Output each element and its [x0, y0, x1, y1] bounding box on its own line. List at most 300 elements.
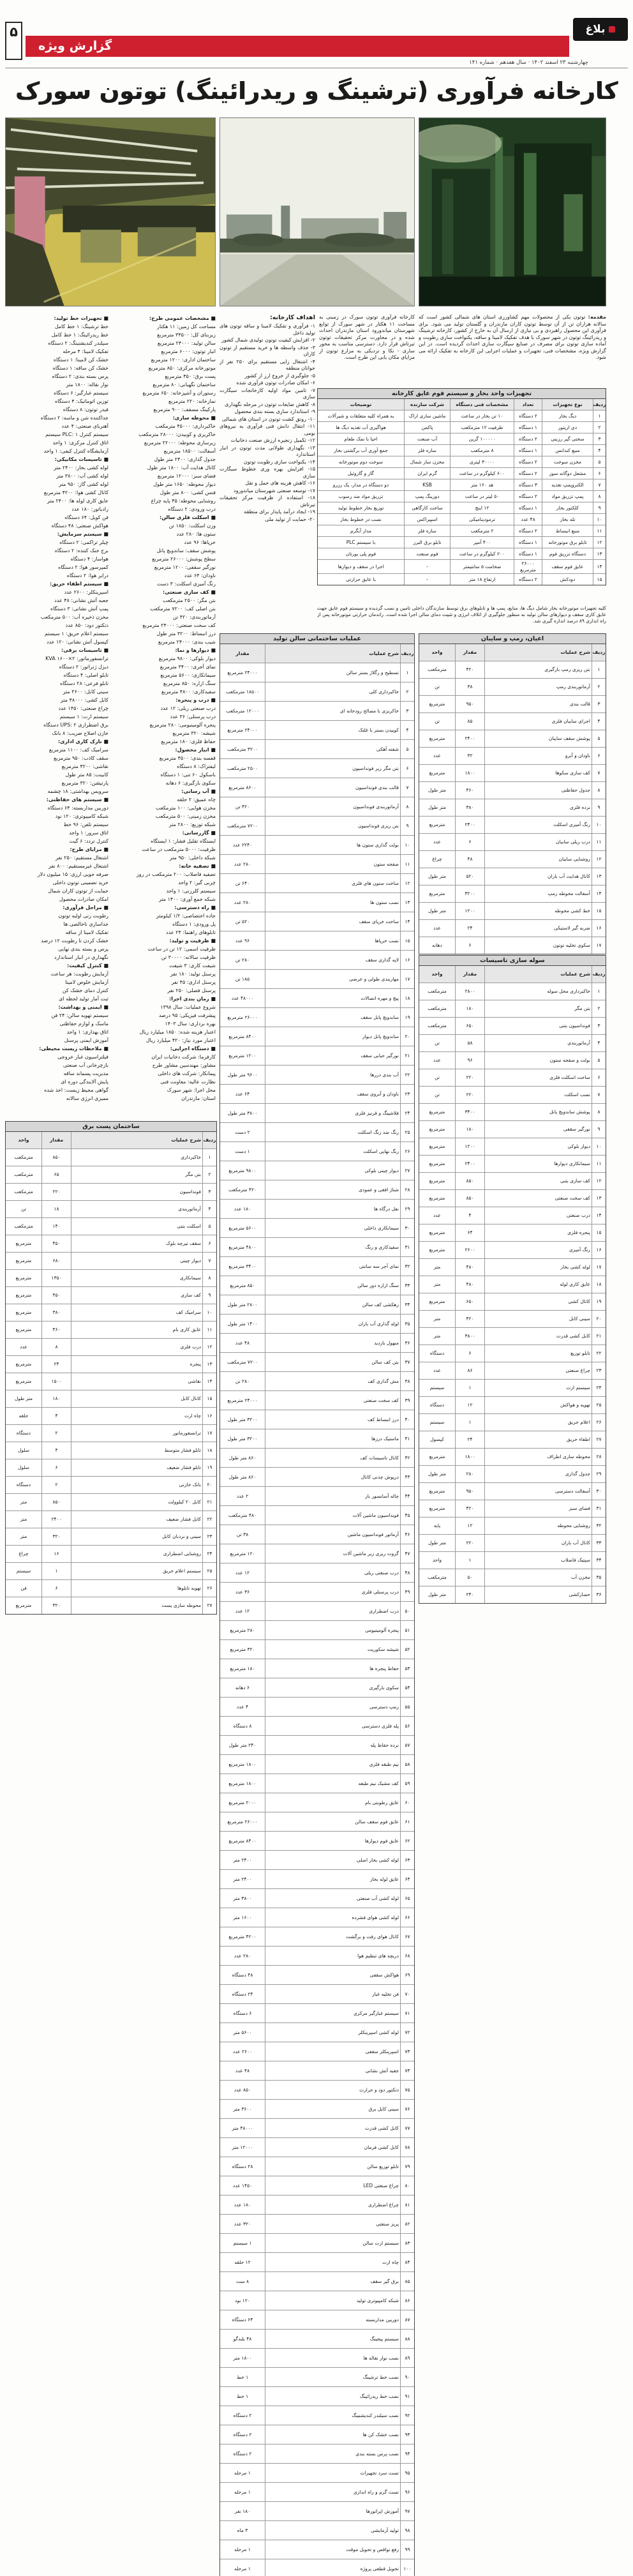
spec-text: مساحت کل زمین: ۱۱ هکتار — [156, 324, 216, 329]
cell-quantity: ۲ عدد — [236, 1493, 249, 1499]
cell-row-no: ۷ — [592, 765, 606, 781]
spec-text: ماسک و لوازم حفاظتی — [59, 1021, 108, 1027]
table-row — [220, 1180, 414, 1199]
cell-row-no: ۲۵ — [202, 1563, 216, 1579]
spec-text: چربی گیر: ۲ واحد — [178, 880, 216, 885]
spec-line — [114, 546, 216, 555]
intro-lead: مقدمه: — [588, 314, 606, 320]
cell-quantity: ۱۴۰۰ متر طول — [227, 1320, 258, 1327]
cell-equipment-type: تابلو برق موتورخانه — [542, 537, 593, 548]
cell-unit: متر طول — [428, 804, 447, 811]
cell-operation: سیمانکاری — [71, 1270, 202, 1286]
spec-line — [114, 729, 216, 737]
cell-row-no: ۶ — [592, 748, 606, 764]
spec-line — [5, 629, 108, 638]
spec-line — [114, 463, 216, 472]
spec-line — [114, 372, 216, 380]
cell-operation: قالب بندی فونداسیون — [265, 778, 400, 797]
cell-row-no: ۱۲ — [592, 851, 606, 868]
spec-line — [5, 712, 108, 721]
table-row — [220, 2386, 414, 2406]
spec-text: لوله کشی بخار: ۲۴۰۰ متر — [54, 465, 108, 471]
cell-quantity: ۸۵۰ مترمربع — [230, 1282, 255, 1288]
cell-operation: کف سازی — [71, 1287, 202, 1304]
cell-row-no: ۱۴ — [592, 1207, 606, 1224]
cell-quantity: ۸۵۰ — [455, 1190, 484, 1207]
cell-row-no: ۶۱ — [400, 1812, 414, 1831]
cell-row-no: ۵ — [400, 740, 414, 758]
cell-quantity: ۸۴۰۰ مترمربع — [228, 1837, 257, 1844]
spec-line — [5, 530, 108, 538]
cell-operation: تسطیح و رگلاژ بستر سالن — [265, 663, 400, 682]
cell-row-no: ۱۳ — [592, 868, 606, 885]
spec-text: مدیریت پسماند ساقه — [63, 1071, 108, 1076]
cell-operation: فونداسیون — [71, 1184, 202, 1200]
table-row — [220, 969, 414, 988]
cell-row-no: ۱ — [202, 1149, 216, 1166]
cell-operation: فونداسیون ماشین آلات — [265, 1506, 400, 1525]
cell-unit: سیستم — [429, 1385, 445, 1391]
cell-operation: درب اضطراری — [265, 1602, 400, 1620]
cell-operation: سپتیک فاضلاب — [484, 1552, 592, 1569]
cell-quantity: ۲۲۰ — [455, 1069, 484, 1086]
table-row — [419, 1327, 606, 1344]
spec-line — [5, 322, 108, 331]
spec-line — [5, 1028, 108, 1036]
cell-operation: خاکبرداری کلی — [265, 682, 400, 701]
cell-row-no: ۲۸ — [400, 1180, 414, 1199]
table-row — [318, 456, 606, 467]
cell-quantity: ۱ مرحله — [234, 2565, 251, 2572]
cell-row-no: ۷ — [592, 1087, 606, 1103]
table-row — [220, 1199, 414, 1218]
cell-row-no: ۶۲ — [400, 1832, 414, 1850]
cell-row-no: ۱۲ — [400, 874, 414, 893]
spec-line — [5, 970, 108, 978]
table-row — [419, 1310, 606, 1327]
cell-row-no: ۹۵ — [400, 2464, 414, 2482]
cell-quantity: ۹۶۰۰ متر طول — [227, 1071, 258, 1078]
cell-operation: چاه ارت — [265, 2253, 400, 2271]
table-row — [220, 1965, 414, 1984]
cell-unit: عدد — [433, 1212, 441, 1219]
spec-group-head: ■ درب و پنجره: — [175, 697, 216, 703]
spec-text: ساختمان اداری: ۱۲۰۰ مترمربع — [151, 357, 216, 363]
cell-count: ۳ دستگاه — [514, 479, 542, 490]
utility-shed-table — [419, 955, 606, 1604]
goal-item: ۱۴- یکنواخت سازی رطوبت توتون — [243, 458, 315, 465]
cell-quantity: ۴۸۰۰۰ متر — [232, 2125, 253, 2131]
cell-unit: دستگاه — [16, 1482, 31, 1488]
cell-operation: گروت ریزی زیر ماشین آلات — [265, 1544, 400, 1563]
spec-line — [114, 829, 216, 837]
cell-operation: جدول حفاظتی — [484, 782, 592, 799]
spec-text: دیوار بلوکی: ۹۸۰۰ مترمربع — [158, 656, 216, 661]
cell-row-no: ۶ — [593, 468, 606, 479]
spec-group-head: ■ کف سازی صنعتی: — [163, 589, 216, 595]
spec-text: سیستم تلفن: ۹۶ خط — [63, 822, 108, 827]
goal-item: ۸- کاهش ضایعات توتون در مرحله نگهداری — [225, 401, 315, 407]
spec-line — [5, 854, 108, 862]
table-row — [318, 502, 606, 513]
spec-text: کارفرما: شرکت دخانیات ایران — [151, 1054, 216, 1060]
section-banner-label: گزارش ویژه — [38, 39, 112, 53]
table-row — [220, 2195, 414, 2214]
cell-row-no: ۵۶ — [400, 1717, 414, 1735]
spec-line — [114, 795, 216, 804]
cell-unit: دستگاه — [429, 1350, 445, 1357]
spec-line — [5, 679, 108, 688]
cell-operation: تهویه و هواکش — [484, 1397, 592, 1413]
cell-row-no: ۴۱ — [400, 1429, 414, 1448]
cell-quantity: ۹۵۰ — [455, 696, 484, 712]
cell-count: ۲۶۰۰۰ مترمربع — [514, 560, 542, 573]
cell-unit: مترمربع — [429, 1454, 445, 1460]
spec-line — [114, 887, 216, 895]
cell-quantity: ۴۸ عدد — [235, 2067, 250, 2074]
spec-line — [5, 347, 108, 356]
cell-quantity: ۲۵۰۰ مترمکعب — [227, 765, 258, 771]
cell-spec: ۵۰ لیتر در ساعت — [450, 491, 514, 502]
cell-quantity: ۲ — [41, 1477, 71, 1493]
table-row — [220, 1448, 414, 1467]
cell-equipment-type: دیگ بخار — [542, 411, 593, 421]
table-row — [419, 1017, 606, 1034]
spec-text: پوشش سقف: ساندویچ پانل — [156, 548, 216, 554]
cell-row-no: ۷۹ — [400, 2157, 414, 2176]
spec-line — [5, 671, 108, 679]
spec-line — [5, 455, 108, 463]
cell-operation: سقف تیرچه بلوک — [71, 1235, 202, 1252]
cell-row-no: ۱۶ — [592, 1242, 606, 1258]
table-row — [6, 1304, 216, 1321]
cell-operation: خط کشی محوطه — [484, 903, 592, 919]
cell-unit: متر طول — [428, 908, 447, 914]
table-row — [220, 2367, 414, 2386]
cell-row-no: ۳۰ — [400, 1219, 414, 1237]
spec-line — [114, 638, 216, 646]
cell-quantity: ۳ ماه — [237, 2527, 248, 2533]
table-row — [318, 559, 606, 573]
table-row — [6, 1407, 216, 1424]
spec-line — [114, 596, 216, 605]
cell-operation: سرامیک کف — [71, 1304, 202, 1321]
cell-operation: بتن مگر — [484, 1000, 592, 1017]
cell-row-no: ۲۳ — [592, 1362, 606, 1379]
cell-row-no: ۳ — [202, 1184, 216, 1200]
cell-operation: شبکه کامپیوتری تولید — [265, 2291, 400, 2310]
spec-line — [114, 1069, 216, 1078]
spec-line — [5, 1078, 108, 1086]
cell-row-no: ۱۷ — [202, 1425, 216, 1442]
spec-text: سیستم تهویه سالن: ۲۴ فن — [51, 1013, 108, 1018]
cell-operation: دریچه های تنظیم هوا — [265, 1947, 400, 1965]
table-row — [220, 1582, 414, 1601]
cell-unit: مترمربع — [429, 1488, 445, 1495]
spec-text: پارکینگ مسقف: ۹۰۰ مترمربع — [153, 407, 216, 412]
spec-line — [114, 1028, 216, 1036]
cell-operation: سیستم پیجینگ — [265, 2330, 400, 2348]
table-row — [6, 1183, 216, 1200]
spec-text: اشتغال غیرمستقیم: ۸۰۰ نفر — [48, 863, 108, 869]
cell-row-no: ۴۸ — [400, 1563, 414, 1582]
cell-operation: کف سازی سکوها — [484, 765, 592, 781]
spec-text: تفکیک لامینا از ساقه — [65, 930, 108, 935]
table-row — [220, 2003, 414, 2022]
cell-operation: دیوار چینی — [71, 1253, 202, 1269]
cell-row-no: ۱۸ — [202, 1442, 216, 1459]
cell-count: ۱ دستگاه — [514, 548, 542, 559]
spec-line — [5, 356, 108, 364]
spec-line — [5, 795, 108, 804]
cell-operation: نصب خشک کن ها — [265, 2425, 400, 2444]
cell-operation: عایق کاری بام — [71, 1322, 202, 1338]
spec-text: خرپاها: ۹۶ عدد — [184, 539, 216, 545]
table-row — [220, 2271, 414, 2291]
goal-item: ۱- فرآوری و تفکیک لامینا و ساقه توتون های تولید داخل — [220, 323, 315, 336]
table-row — [419, 1172, 606, 1189]
cell-row-no: ۱۵ — [400, 931, 414, 950]
table-row — [220, 2214, 414, 2233]
cell-unit: متر — [433, 1333, 441, 1339]
spec-line — [114, 862, 216, 870]
spec-line — [114, 712, 216, 721]
spec-text: نورگیر سقفی: ۱۲۰۰ مترمربع — [154, 564, 216, 570]
table-row — [220, 1659, 414, 1678]
spec-line — [5, 447, 108, 455]
cell-count: ۴۸ عدد — [514, 514, 542, 525]
cell-quantity: ۹۵۰ — [455, 1483, 484, 1500]
table-row — [220, 1927, 414, 1946]
cell-row-no: ۲۳ — [202, 1528, 216, 1545]
cell-operation: ساندویچ پانل سقف — [265, 1008, 400, 1027]
cell-unit: متر طول — [428, 1471, 447, 1477]
spec-text: نظارت عالیه: معاونت فنی — [160, 1079, 216, 1085]
spec-line — [5, 331, 108, 339]
spec-line — [5, 538, 108, 546]
table-row — [419, 661, 606, 678]
cell-quantity: ۴ — [455, 1207, 484, 1224]
spec-line — [5, 638, 108, 646]
spec-text: فنس کشی: ۸۰۰ متر طول — [160, 490, 216, 495]
cell-quantity: ۶ دهانه — [235, 1684, 250, 1691]
cell-unit: مترمربع — [429, 1505, 445, 1512]
spec-line — [5, 439, 108, 447]
table-row — [220, 835, 414, 854]
cell-unit: سلول — [17, 1465, 30, 1471]
cell-quantity: ۲۴۰۰۰ مترمربع — [227, 669, 258, 675]
cell-notes: با سیستم PLC — [346, 539, 376, 545]
table-row — [220, 2559, 414, 2576]
spec-text: حمایت از توتون کاران شمال — [48, 888, 108, 894]
spec-line — [5, 654, 108, 663]
spec-text: تفکیک لامینا: ۴ مرحله — [63, 349, 108, 354]
cell-quantity: ۵۶۰۰ متر — [233, 2029, 252, 2035]
spec-text: پیمانکار: شرکت های داخلی — [158, 1071, 216, 1076]
spec-text: اتاق سرور: ۱ واحد — [69, 830, 108, 836]
cell-operation: فن تخلیه غبار — [265, 1985, 400, 2003]
cell-maker: آب صنعت — [404, 433, 450, 444]
cell-unit: سلول — [17, 1447, 30, 1454]
cell-quantity: ۱۸۰۰ — [455, 1449, 484, 1465]
table-row — [220, 778, 414, 797]
cell-operation: سیستم ارت — [484, 1380, 592, 1396]
cell-row-no: ۳۱ — [400, 1238, 414, 1256]
spec-text: رادیاتور: ۱۸۰ عدد — [71, 506, 108, 512]
cell-operation: کانال کشی — [484, 1293, 592, 1310]
cell-quantity: ۱۲ حلقه — [234, 2259, 251, 2265]
cell-row-no: ۸ — [592, 782, 606, 799]
cell-operation: دتکتور دود و حرارت — [265, 2081, 400, 2099]
cell-quantity: ۳۲۰۰ مترمکعب — [227, 746, 258, 752]
table-row — [220, 1793, 414, 1812]
spec-line — [5, 1069, 108, 1078]
cell-quantity: ۱۲ عدد — [235, 1569, 250, 1576]
cell-row-no: ۲۰ — [202, 1477, 216, 1493]
spec-line — [5, 546, 108, 555]
spec-group-head: ■ محوطه سازی: — [172, 415, 216, 421]
cell-operation: کانال هدایت آب باران — [484, 868, 592, 885]
spec-line — [114, 854, 216, 862]
spec-line — [5, 580, 108, 588]
spec-line — [5, 513, 108, 522]
cell-row-no: ۱۱ — [592, 834, 606, 850]
spec-line — [5, 746, 108, 754]
table-row — [6, 1528, 216, 1545]
cell-quantity: ۳۲۰۰ متر طول — [227, 1435, 258, 1442]
cell-unit: تن — [435, 684, 440, 690]
spec-text: ساختمان نگهبانی: ۸۰ مترمربع — [153, 382, 216, 388]
table-row — [419, 764, 606, 781]
table-row — [220, 739, 414, 758]
table-row — [419, 1448, 606, 1465]
cell-row-no: ۸ — [400, 797, 414, 816]
table-row — [318, 536, 606, 548]
cell-row-no: ۴۳ — [400, 1468, 414, 1486]
processing-machinery-image — [419, 118, 606, 306]
cell-notes: احیا با نمک طعام — [344, 435, 378, 442]
cell-operation: سینی و نردبان کابل — [71, 1528, 202, 1545]
cell-spec: ۱۰ تن بخار در ساعت — [450, 411, 514, 421]
spec-line — [5, 862, 108, 870]
spec-text: نقاشی: ۴۲۰۰ مترمربع — [61, 764, 108, 769]
cell-row-no: ۶۸ — [400, 1947, 414, 1965]
cell-quantity: ۳۶ عدد — [235, 1588, 250, 1595]
cell-row-no: ۱۰۰ — [400, 2559, 414, 2576]
table-row — [419, 781, 606, 799]
cell-row-no: ۱ — [593, 411, 606, 421]
cell-operation: سنگ ازاره دور سالن — [265, 1276, 400, 1295]
table-row — [419, 1258, 606, 1276]
spec-text: چراغ صنعتی: ۱۴۵۰ عدد — [58, 705, 108, 711]
table-row — [318, 490, 606, 502]
spec-line — [114, 1011, 216, 1020]
cell-equipment-type: الکتروپمپ تغذیه — [542, 479, 593, 490]
cell-equipment-type: سختی گیر رزینی — [542, 433, 593, 444]
table-row — [419, 730, 606, 747]
cell-row-no: ۱۳ — [592, 1190, 606, 1207]
cell-unit: دستگاه — [429, 1402, 445, 1408]
table-row — [6, 1373, 216, 1390]
cell-unit: فن — [20, 1585, 27, 1592]
table-row — [6, 1562, 216, 1579]
spec-group-head: ■ زمان بندی اجرا: — [169, 996, 216, 1002]
spec-text: نگهداری در انبار استاندارد — [54, 954, 108, 960]
table-row — [318, 467, 606, 479]
masthead-paper-name: بلاغ — [585, 23, 606, 36]
cell-quantity: ۸۶ — [455, 1362, 484, 1379]
cell-quantity: ۴۲۰ مترمکعب — [228, 1186, 257, 1193]
spec-text: فیلتراسیون غبار خروجی — [57, 1054, 108, 1060]
cell-operation: سیستم غبارگیر مرکزی — [265, 2004, 400, 2022]
table-row — [318, 421, 606, 433]
cell-quantity: ۲۴۰۰ متر — [233, 1876, 252, 1882]
cell-quantity: ۲۲۴۰ عدد — [232, 841, 253, 848]
cell-operation: پریز صنعتی — [265, 2215, 400, 2233]
table-row — [220, 912, 414, 931]
cell-quantity: ۲۴۰۰۰ مترمربع — [227, 727, 258, 733]
cell-operation: آسفالت دسترسی — [484, 1483, 592, 1500]
cell-row-no: ۳۰ — [592, 1483, 606, 1500]
cell-row-no: ۴ — [202, 1201, 216, 1217]
cell-operation: رنگ ضد زنگ اسکلت — [265, 1123, 400, 1141]
table-row — [419, 1189, 606, 1207]
cell-row-no: ۱۶ — [592, 920, 606, 937]
cell-operation: مهاربندی طولی و عرضی — [265, 970, 400, 988]
table-row — [220, 2061, 414, 2080]
cell-row-no: ۳۱ — [592, 1500, 606, 1517]
table-row — [419, 885, 606, 902]
cell-spec: ۱۰۰۰۰۰ گرین — [450, 433, 514, 444]
cell-quantity: ۲۴۰۰ متر — [233, 1857, 252, 1863]
spec-line — [5, 422, 108, 430]
cell-row-no: ۹ — [592, 1121, 606, 1138]
cell-notes: به همراه کلیه متعلقات و شیرآلات — [327, 412, 394, 419]
cell-operation: صفحه ستون — [265, 855, 400, 873]
spec-text: جدول گذاری: ۲۴۰۰ متر طول — [154, 456, 216, 462]
cell-quantity: ۱ مرحله — [234, 2489, 251, 2495]
spec-line — [114, 364, 216, 372]
cell-operation: محوطه سازی پست — [71, 1597, 202, 1614]
cell-row-no: ۹۳ — [400, 2425, 414, 2444]
cell-operation: پنجره آلومینیومی — [265, 1621, 400, 1639]
cell-operation: تابلو توزیع سالن — [265, 2157, 400, 2176]
cell-row-no: ۳ — [592, 696, 606, 712]
cell-row-no: ۱۷ — [400, 970, 414, 988]
goals-title: اهداف کارخانه: — [269, 314, 315, 321]
table-row — [220, 2463, 414, 2482]
cell-operation: درز انبساط کف — [265, 1410, 400, 1429]
spec-text: بتن اصلی کف: ۷۲۰۰ مترمکعب — [150, 606, 216, 612]
cell-unit: متر — [433, 1281, 441, 1288]
cell-row-no: ۲۱ — [202, 1494, 216, 1510]
table-row — [220, 2252, 414, 2271]
cell-row-no: ۷۸ — [400, 2138, 414, 2157]
cell-row-no: ۱۴ — [593, 560, 606, 573]
spec-text: درب ورودی: ۲ دستگاه — [168, 506, 216, 512]
cell-unit: متر — [433, 1264, 441, 1270]
spec-group-head: ■ اسکلت فلزی سالن: — [160, 515, 216, 520]
cell-operation: لوله کشی بخار — [484, 1259, 592, 1276]
section-banner — [26, 36, 569, 57]
table-row — [6, 1493, 216, 1510]
cell-count: ۲ دستگاه — [514, 433, 542, 444]
cell-quantity: ۳۲۰۰ — [455, 885, 484, 902]
spec-line — [5, 389, 108, 397]
spec-line — [114, 945, 216, 953]
table-row — [220, 1218, 414, 1237]
cell-row-no: ۷۶ — [400, 2100, 414, 2118]
